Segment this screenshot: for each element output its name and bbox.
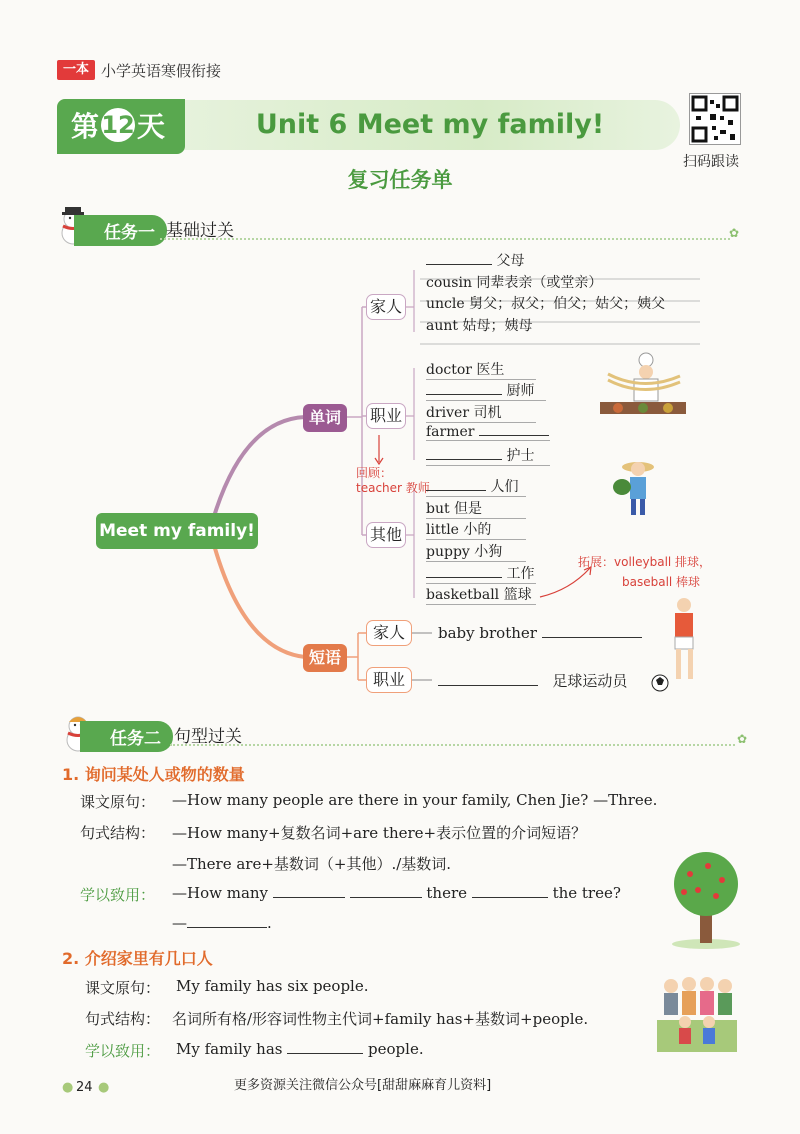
leaf-farmer	[426, 424, 550, 441]
leaf-text: 厨师	[506, 383, 535, 399]
q2-label-apply: 学以致用：	[85, 1042, 161, 1060]
blank[interactable]	[542, 637, 642, 638]
job-review-note: 回顾：teacher 教师	[356, 466, 430, 495]
qr-code-icon[interactable]	[689, 93, 741, 145]
leaf-text: farmer	[426, 424, 475, 440]
leaf-little: little 小的	[426, 519, 526, 540]
blank[interactable]	[426, 490, 486, 491]
blank[interactable]	[426, 577, 502, 578]
q2-label-original: 课文原句：	[85, 979, 161, 997]
blank-input[interactable]	[350, 897, 422, 898]
q1-heading: 1. 询问某处人或物的数量	[62, 765, 245, 784]
leaf-aunt: aunt 姑母；姨母	[426, 318, 533, 334]
blank-input[interactable]	[287, 1053, 363, 1054]
q1-structure-2: —There are+基数词（+其他）./基数词.	[172, 855, 452, 873]
leaf-but: but 但是	[426, 498, 526, 519]
blank[interactable]	[426, 264, 492, 265]
page-dots: ●	[62, 1080, 74, 1095]
series-title: 小学英语寒假衔接	[101, 62, 222, 80]
phrases-node: 短语	[303, 644, 347, 672]
task2-tag: 任务二	[80, 721, 173, 752]
q2-original: My family has six people.	[176, 977, 369, 995]
divider	[170, 744, 735, 746]
jobs-node: 职业	[366, 403, 406, 429]
q2-label-structure: 句式结构：	[85, 1010, 161, 1028]
q1-structure-1: —How many+复数名词+are there+表示位置的介词短语？	[172, 824, 587, 842]
blank[interactable]	[426, 394, 502, 395]
blank[interactable]	[426, 459, 502, 460]
task1-title: 基础过关	[166, 221, 234, 241]
leaf-cook	[426, 380, 546, 401]
q1-apply	[172, 884, 621, 902]
apply-text: people.	[368, 1040, 424, 1058]
tree-illustration	[668, 850, 744, 950]
phrase-baby-brother	[438, 624, 642, 642]
leaf-doctor: doctor 医生	[426, 359, 536, 380]
apply-text: the tree?	[552, 884, 621, 902]
q1-original: —How many people are there in your family, Chen Jie? —Three.	[172, 791, 658, 809]
words-node: 单词	[303, 404, 347, 432]
leaf-driver: driver 司机	[426, 402, 536, 423]
day-number: 12	[101, 108, 135, 142]
blank-input[interactable]	[472, 897, 548, 898]
blank-input[interactable]	[273, 897, 345, 898]
day-suffix: 天	[137, 110, 166, 143]
extension-note-1: 拓展：volleyball 排球，	[578, 555, 712, 569]
period: .	[267, 914, 272, 932]
q1-label-structure: 句式结构：	[80, 824, 156, 842]
blank-input[interactable]	[187, 927, 267, 928]
leaf-text: 工作	[506, 566, 535, 582]
page-dots: ●	[98, 1080, 110, 1095]
flower-icon: ✿	[729, 226, 740, 240]
sheet-title: 复习任务单	[347, 168, 453, 192]
task1-tag: 任务一	[74, 215, 167, 246]
brand-logo: 一本	[57, 60, 95, 80]
task2-title: 句型过关	[174, 727, 242, 747]
leaf-uncle: uncle 舅父；叔父；伯父；姑父；姨父	[426, 296, 666, 312]
leaf-basketball: basketball 篮球	[426, 584, 536, 605]
others-node: 其他	[366, 522, 406, 548]
leaf-people	[426, 476, 526, 497]
q2-structure: 名词所有格/形容词性物主代词+family has+基数词+people.	[172, 1010, 589, 1028]
leaf-cousin: cousin 同辈表亲（或堂亲）	[426, 275, 603, 291]
q1-label-apply: 学以致用：	[80, 886, 156, 904]
mindmap-root: Meet my family!	[96, 513, 258, 549]
phrase-football-player	[438, 670, 627, 691]
dash: —	[172, 914, 187, 932]
apply-text: —How many	[172, 884, 269, 902]
farmer-illustration	[608, 455, 658, 517]
family-illustration	[655, 970, 739, 1054]
blank[interactable]	[479, 435, 549, 436]
day-badge	[57, 99, 185, 154]
football-player-illustration	[648, 595, 708, 695]
unit-title: Unit 6 Meet my family!	[255, 109, 605, 140]
family-node: 家人	[366, 294, 406, 320]
cook-illustration	[598, 352, 688, 418]
phrase-job-node: 职业	[366, 667, 412, 693]
phrase-family-node: 家人	[366, 620, 412, 646]
day-prefix: 第	[71, 110, 100, 143]
leaf-text: 人们	[490, 479, 519, 495]
blank[interactable]	[438, 685, 538, 686]
footer-note: 更多资源关注微信公众号[甜甜麻麻育儿资料]	[234, 1078, 492, 1093]
leaf-text: baby brother	[438, 624, 537, 642]
q2-apply	[176, 1040, 424, 1058]
flower-icon: ✿	[737, 732, 748, 746]
q2-heading: 2. 介绍家里有几口人	[62, 949, 213, 968]
leaf-parents	[426, 250, 524, 270]
page-number: 24	[76, 1080, 93, 1095]
extension-note-2: baseball 棒球	[622, 575, 701, 589]
leaf-puppy: puppy 小狗	[426, 541, 526, 562]
q1-label-original: 课文原句：	[80, 793, 156, 811]
qr-label: 扫码跟读	[683, 154, 739, 170]
leaf-text: 护士	[506, 448, 535, 464]
leaf-nurse	[426, 445, 550, 466]
leaf-text: 足球运动员	[552, 672, 628, 690]
leaf-text: 父母	[496, 253, 525, 269]
leaf-work	[426, 563, 536, 584]
apply-text: there	[426, 884, 467, 902]
apply-text: My family has	[176, 1040, 283, 1058]
q1-answer-line	[172, 914, 272, 932]
